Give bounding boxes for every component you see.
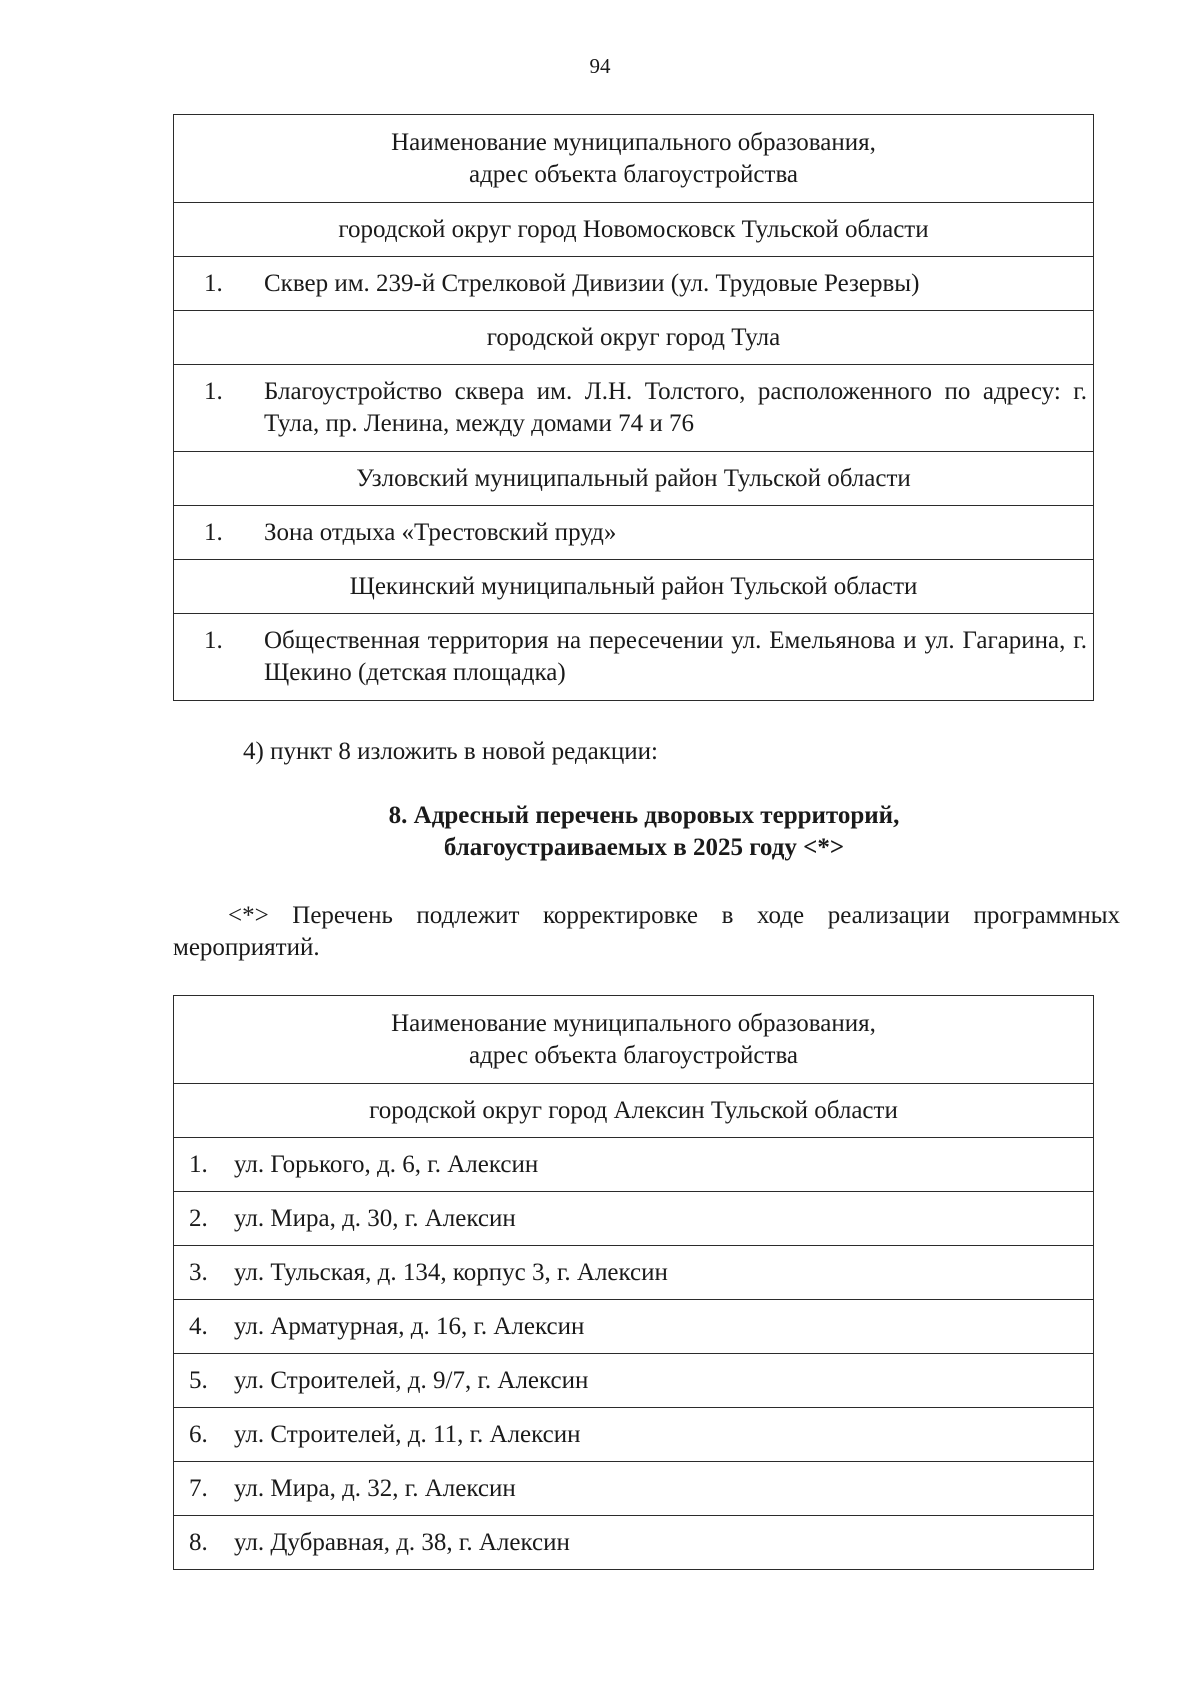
row-number: 6. [189, 1420, 208, 1448]
row-text: ул. Строителей, д. 11, г. Алексин [234, 1420, 581, 1448]
row-text: ул. Строителей, д. 9/7, г. Алексин [234, 1366, 589, 1394]
page-number: 94 [589, 54, 611, 78]
table-header-line: Наименование муниципального образования, [391, 1009, 876, 1037]
group-title: Узловский муниципальный район Тульской области [174, 452, 1094, 506]
group-row [174, 452, 1094, 506]
table-header-cell [174, 115, 1094, 203]
table-header-line: адрес объекта благоустройства [468, 1041, 799, 1069]
footnote-paragraph: <*> Перечень подлежит корректировке в ходе реализации программных мероприятий. [173, 902, 1120, 961]
table-header-cell [174, 996, 1094, 1084]
section-title-line: благоустраиваемых в 2025 году <*> [443, 834, 845, 861]
group-title: Щекинский муниципальный район Тульской области [174, 560, 1094, 614]
row-text: ул. Мира, д. 32, г. Алексин [234, 1474, 516, 1502]
table-row [174, 365, 1094, 452]
table-row [174, 1138, 1094, 1192]
row-text: ул. Мира, д. 30, г. Алексин [234, 1204, 516, 1232]
row-text: Сквер им. 239-й Стрелковой Дивизии (ул. Трудовые Резервы) [264, 269, 920, 297]
row-number: 1. [204, 518, 223, 546]
public-areas-table [173, 114, 1094, 701]
table-header-line: Наименование муниципального образования, [391, 128, 876, 156]
row-number: 1. [204, 378, 223, 405]
instruction-paragraph: 4) пункт 8 изложить в новой редакции: [243, 738, 658, 765]
courtyards-table [173, 995, 1094, 1570]
table-header-line: адрес объекта благоустройства [468, 160, 799, 188]
row-text: ул. Горького, д. 6, г. Алексин [234, 1150, 539, 1178]
row-number: 1. [189, 1150, 208, 1178]
table-row [174, 1300, 1094, 1354]
group-row [174, 1084, 1094, 1138]
group-row [174, 311, 1094, 365]
table-row [174, 257, 1094, 311]
table-row [174, 1462, 1094, 1516]
group-row [174, 560, 1094, 614]
row-text: ул. Дубравная, д. 38, г. Алексин [234, 1528, 570, 1556]
group-row [174, 203, 1094, 257]
row-number: 7. [189, 1474, 208, 1502]
table-row [174, 506, 1094, 560]
row-number: 5. [189, 1366, 208, 1394]
group-title: городской округ город Алексин Тульской области [174, 1084, 1094, 1138]
table-row [174, 1408, 1094, 1462]
table-row [174, 1246, 1094, 1300]
row-text: Общественная территория на пересечении ул. Емельянова и ул. Гагарина, г. Щекино (детская площадка) [264, 627, 1087, 686]
row-text: ул. Тульская, д. 134, корпус 3, г. Алексин [234, 1258, 668, 1286]
section-title [0, 800, 1200, 864]
table-header-row [174, 996, 1094, 1084]
row-number: 1. [204, 269, 223, 297]
group-title: городской округ город Новомосковск Тульской области [174, 203, 1094, 257]
group-title: городской округ город Тула [174, 311, 1094, 365]
table-row [174, 1516, 1094, 1570]
row-number: 1. [204, 627, 223, 654]
row-number: 3. [189, 1258, 208, 1286]
table-row [174, 1354, 1094, 1408]
section-title-line: 8. Адресный перечень дворовых территорий, [388, 802, 900, 829]
table-header-row [174, 115, 1094, 203]
row-number: 2. [189, 1204, 208, 1232]
table-row [174, 614, 1094, 701]
row-text: Зона отдыха «Трестовский пруд» [264, 518, 617, 546]
table-row [174, 1192, 1094, 1246]
row-text: ул. Арматурная, д. 16, г. Алексин [234, 1312, 585, 1340]
row-number: 8. [189, 1528, 208, 1556]
row-number: 4. [189, 1312, 208, 1340]
row-text: Благоустройство сквера им. Л.Н. Толстого, расположенного по адресу: г. Тула, пр. Ленина, между домами 74 и 76 [264, 378, 1087, 437]
